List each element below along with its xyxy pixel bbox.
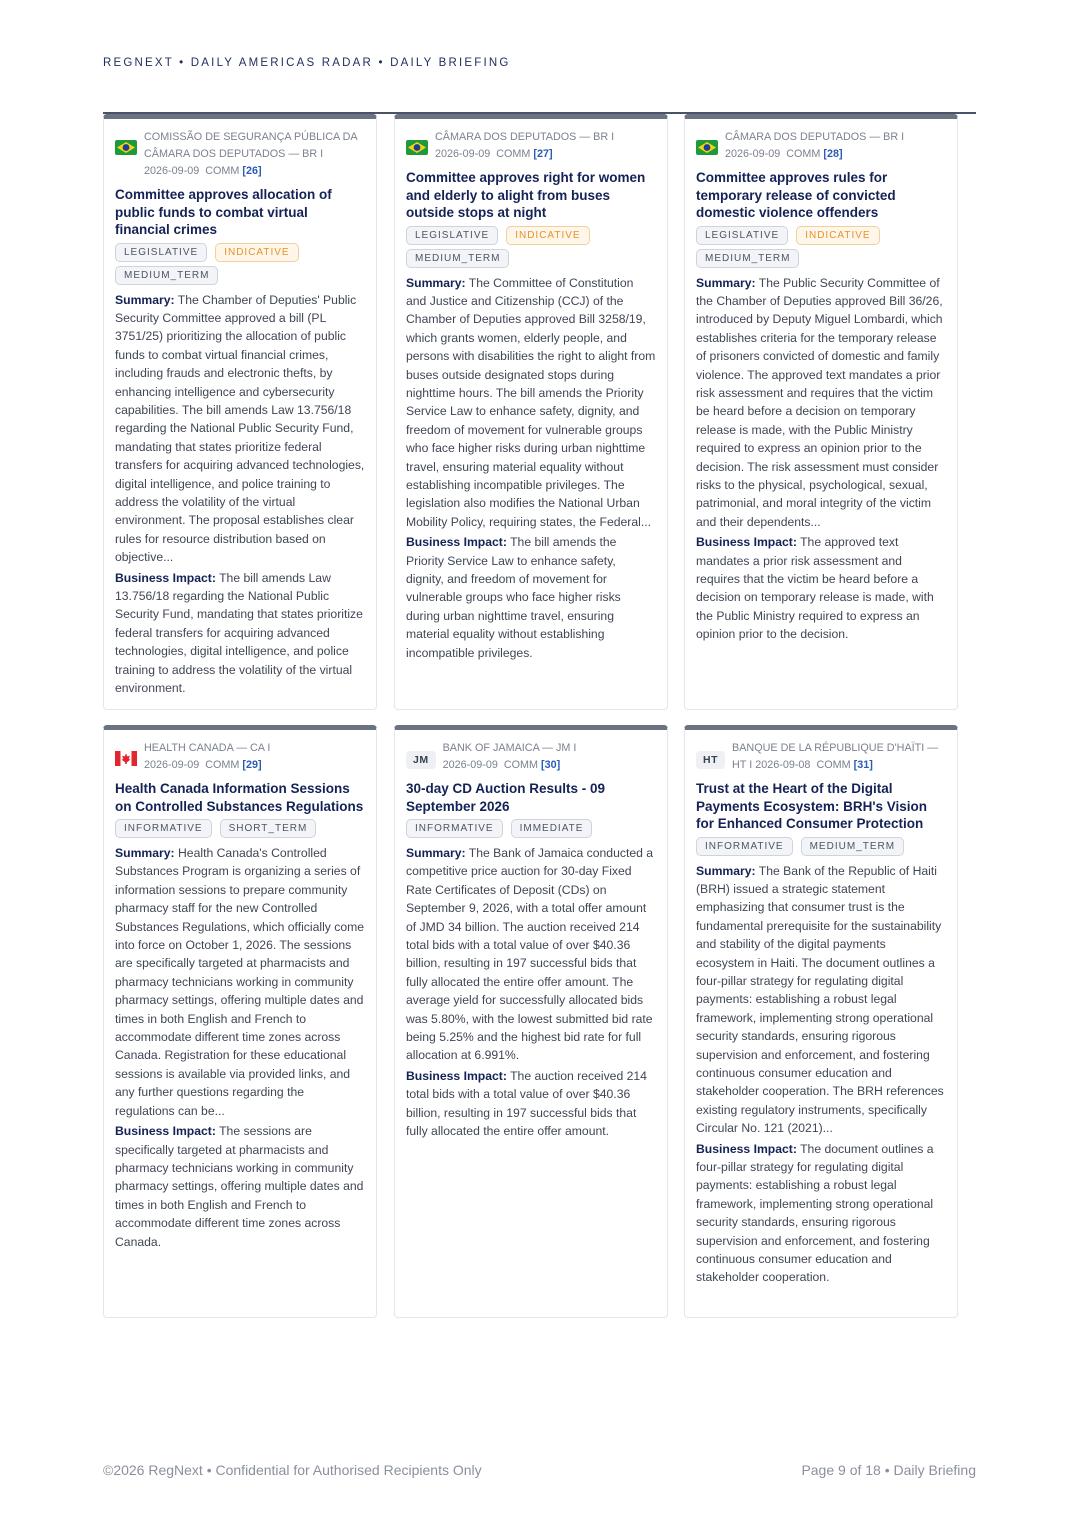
card-impact: Business Impact: The document outlines a four-pillar strategy for regulating digital payments: establishing a robust legal framework, implementing strong operational security standards, ensuring rigorous supervision and enforcement, and fostering continuous consumer education and stakeholder cooperation. bbox=[696, 1141, 934, 1285]
news-card bbox=[684, 725, 958, 1318]
card-title: Committee approves rules for temporary release of convicted domestic violence offenders bbox=[696, 170, 896, 220]
card-impact: Business Impact: The approved text mandates a prior risk assessment and requires that the victim be heard before a decision on temporary release is made, with the Public Ministry required to express an opinion prior to the decision. bbox=[696, 535, 934, 642]
card-summary: Summary: The Committee of Constitution and Justice and Citizenship (CCJ) of the Chamber of Deputies approved Bill 3258/19, which grants women, elderly people, and persons with disabilities the right to alight from buses outside designated stops during nighttime hours. The bill amends the Priority Service Law to enhance safety, dignity, and freedom of movement for vulnerable groups who face higher risks during urban nighttime travel, ensuring material equality without establishing incompatible privileges. The legislation also modifies the National Urban Mobility Policy, requiring states, the Federal... bbox=[406, 275, 656, 529]
card-meta: BANK OF JAMAICA — JM I 2026-09-09 COMM [30] bbox=[442, 742, 577, 771]
footer-page-number: Page 9 of 18 • Daily Briefing bbox=[801, 1462, 976, 1478]
brazil-flag-icon bbox=[406, 140, 428, 155]
citation-ref: [29] bbox=[242, 759, 262, 771]
page-header: REGNEXT • DAILY AMERICAS RADAR • DAILY BRIEFING bbox=[103, 57, 511, 69]
citation-ref: [26] bbox=[242, 165, 262, 177]
citation-ref: [31] bbox=[853, 759, 873, 771]
brazil-flag-icon bbox=[115, 140, 137, 155]
card-title: Committee approves right for women and elderly to alight from buses outside stops at night bbox=[406, 170, 646, 220]
card-meta: BANQUE DE LA RÉPUBLIQUE D'HAÏTI — HT I 2026-09-08 COMM [31] bbox=[732, 742, 939, 771]
tag-medium-term: MEDIUM_TERM bbox=[406, 249, 509, 268]
card-meta: CÂMARA DOS DEPUTADOS — BR I 2026-09-09 COMM [27] bbox=[435, 131, 615, 160]
citation-ref: [28] bbox=[823, 148, 843, 160]
tag-medium-term: MEDIUM_TERM bbox=[801, 837, 904, 856]
footer-copyright: ©2026 RegNext • Confidential for Authorised Recipients Only bbox=[103, 1462, 482, 1478]
tag-informative: INFORMATIVE bbox=[696, 837, 793, 856]
card-title: Committee approves allocation of public funds to combat virtual financial crimes bbox=[115, 187, 332, 237]
tag-indicative: INDICATIVE bbox=[796, 226, 879, 245]
citation-ref: [27] bbox=[533, 148, 553, 160]
tag-immediate: IMMEDIATE bbox=[511, 819, 593, 838]
card-title: Trust at the Heart of the Digital Payments Ecosystem: BRH's Vision for Enhanced Consumer Protection bbox=[696, 781, 928, 831]
tag-legislative: LEGISLATIVE bbox=[696, 226, 788, 245]
card-impact: Business Impact: The auction received 214 total bids with a total value of over $40.36 billion, resulting in 197 successful bids that fully allocated the entire offer amount. bbox=[406, 1068, 647, 1139]
tag-indicative: INDICATIVE bbox=[506, 226, 589, 245]
card-summary: Summary: The Chamber of Deputies' Public Security Committee approved a bill (PL 3751/25) prioritizing the allocation of public funds to combat virtual financial crimes, including frauds and electronic thefts, by enhancing intelligence and cybersecurity capabilities. The bill amends Law 13.756/18 regarding the National Public Security Fund, mandating that states prioritize federal transfers for acquiring advanced technologies, digital intelligence, and police training to address the volatility of the virtual environment. The proposal establishes clear rules for resource distribution based on objective... bbox=[115, 292, 365, 565]
country-code-badge: JM bbox=[406, 751, 436, 769]
news-card bbox=[394, 725, 668, 1318]
canada-flag-icon bbox=[115, 751, 137, 766]
citation-ref: [30] bbox=[541, 759, 561, 771]
card-meta: COMISSÃO DE SEGURANÇA PÚBLICA DA CÂMARA DOS DEPUTADOS — BR I 2026-09-09 COMM [26] bbox=[144, 131, 357, 177]
tag-medium-term: MEDIUM_TERM bbox=[696, 249, 799, 268]
card-title: 30-day CD Auction Results - 09 September 2026 bbox=[406, 781, 606, 814]
card-summary: Summary: The Bank of Jamaica conducted a competitive price auction for 30-day Fixed Rate Certificates of Deposit (CDs) on September 9, 2026, with a total offer amount of JMD 34 billion. The auction received 214 total bids with a total value of over $40.36 billion, resulting in 197 successful bids that fully allocated the entire offer amount. The average yield for successfully allocated bids was 5.80%, with the lowest submitted bid rate being 5.25% and the highest bid rate for full allocation at 6.991%. bbox=[406, 846, 654, 1063]
news-card bbox=[684, 114, 958, 710]
card-impact: Business Impact: The sessions are specifically targeted at pharmacists and pharmacy technicians working in community pharmacy settings, offering multiple dates and times in both English and French to accommodate different time zones across Canada. bbox=[115, 1124, 364, 1249]
card-impact: Business Impact: The bill amends Law 13.756/18 regarding the National Public Security Fund, mandating that states prioritize federal transfers for acquiring advanced technologies, digital intelligence, and police training to address the volatility of the virtual environment. bbox=[115, 570, 363, 696]
card-impact: Business Impact: The bill amends the Priority Service Law to enhance safety, dignity, and freedom of movement for vulnerable groups who face higher risks during urban nighttime travel, ensuring material equality without establishing incompatible privileges. bbox=[406, 535, 621, 660]
card-meta: CÂMARA DOS DEPUTADOS — BR I 2026-09-09 COMM [28] bbox=[725, 131, 905, 160]
tag-legislative: LEGISLATIVE bbox=[406, 226, 498, 245]
news-card bbox=[103, 725, 377, 1318]
tag-informative: INFORMATIVE bbox=[406, 819, 503, 838]
card-meta: HEALTH CANADA — CA I 2026-09-09 COMM [29] bbox=[144, 742, 271, 771]
country-code-badge: HT bbox=[696, 751, 725, 769]
tag-short-term: SHORT_TERM bbox=[220, 819, 317, 838]
news-card bbox=[394, 114, 668, 710]
card-summary: Summary: Health Canada's Controlled Substances Program is organizing a series of information sessions to prepare community pharmacy staff for the new Controlled Substances Regulations, which officially come into force on October 1, 2026. The sessions are specifically targeted at pharmacists and pharmacy technicians working in community pharmacy settings, offering multiple dates and times in both English and French to accommodate different time zones across Canada. Registration for these educational sessions is available via provided links, and any further questions regarding the regulations can be... bbox=[115, 846, 365, 1118]
card-title: Health Canada Information Sessions on Controlled Substances Regulations bbox=[115, 781, 364, 814]
tag-medium-term: MEDIUM_TERM bbox=[115, 266, 218, 285]
tag-indicative: INDICATIVE bbox=[215, 243, 298, 262]
tag-informative: INFORMATIVE bbox=[115, 819, 212, 838]
brazil-flag-icon bbox=[696, 140, 718, 155]
card-summary: Summary: The Bank of the Republic of Haiti (BRH) issued a strategic statement emphasizing that consumer trust is the fundamental prerequisite for the sustainability and stability of the digital payments ecosystem in Haiti. The document outlines a four-pillar strategy for regulating digital payments: establishing a robust legal framework, implementing strong operational security standards, ensuring rigorous supervision and enforcement, and fostering continuous consumer education and stakeholder cooperation. The BRH references existing regulatory instruments, specifically Circular No. 121 (2021)... bbox=[696, 863, 944, 1136]
tag-legislative: LEGISLATIVE bbox=[115, 243, 207, 262]
card-summary: Summary: The Public Security Committee of the Chamber of Deputies approved Bill 36/26, introduced by Deputy Miguel Lombardi, which establishes criteria for the temporary release of prisoners convicted of domestic and family violence. The approved text mandates a prior risk assessment and requires that the victim be heard before a decision on temporary release is made, with the Public Ministry required to express an opinion prior to the decision. The risk assessment must consider risks to the physical, psychological, sexual, patrimonial, and moral integrity of the victim and their dependents... bbox=[696, 275, 943, 529]
news-card bbox=[103, 114, 377, 710]
